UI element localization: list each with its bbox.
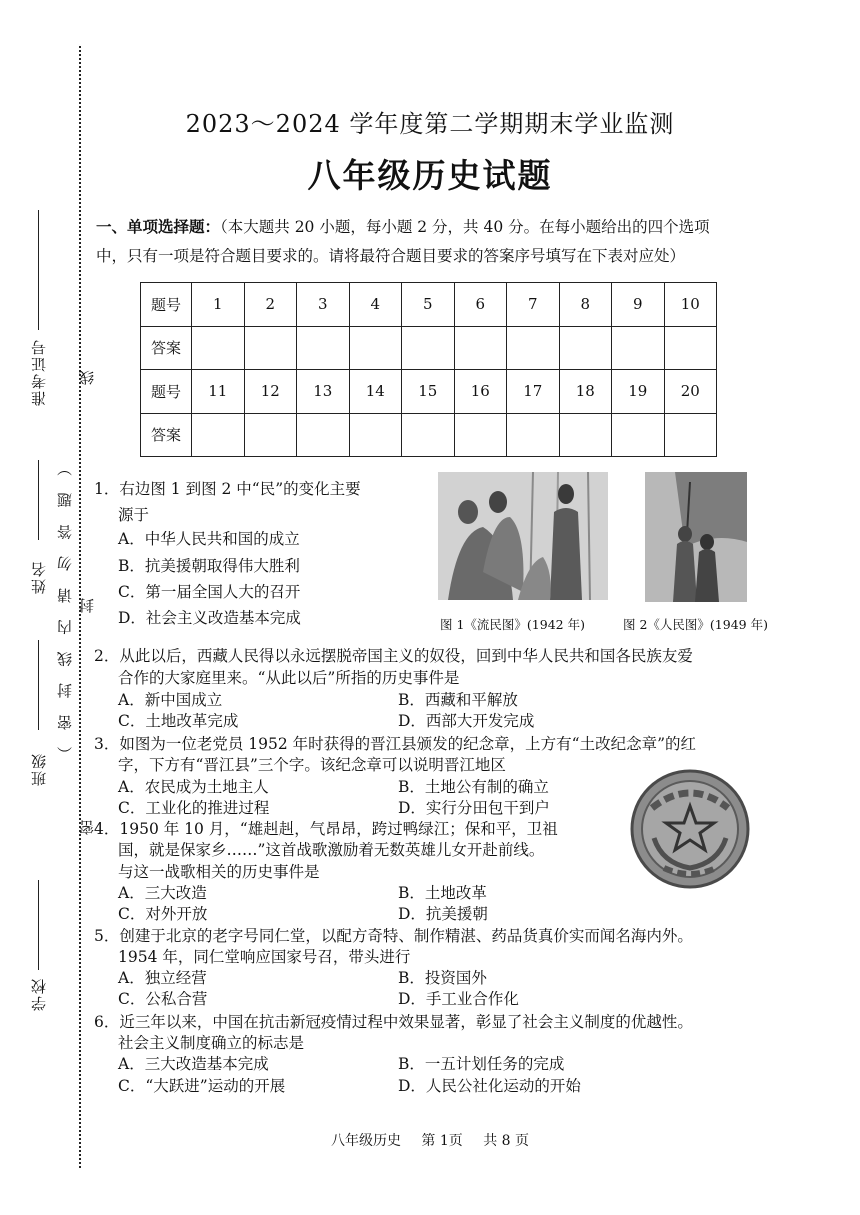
q1-stem-line1: 1．右边图 1 到图 2 中“民”的变化主要 [94,480,361,498]
question-number-cell: 8 [559,283,612,327]
q6-option-a: A．三大改造基本完成 [118,1055,269,1073]
section-instructions-text: （本大题共 20 小题，每小题 2 分，共 40 分。在每小题给出的四个选项 [220,218,710,236]
q1-option-c: C．第一届全国人大的召开 [118,583,301,601]
figure1-refugees-image [438,472,608,600]
table-row [141,413,717,457]
q6-option-c: C．“大跃进”运动的开展 [118,1077,286,1095]
q5-option-b: B．投资国外 [398,969,487,987]
q3-option-c: C．工业化的推进过程 [118,799,270,817]
answer-cell[interactable] [244,413,297,457]
q1-option-b: B．抗美援朝取得伟大胜利 [118,557,300,575]
answer-cell[interactable] [507,413,560,457]
exam-title: 2023～2024 学年度第二学期期末学业监测 [185,110,675,138]
q4-option-d: D．抗美援朝 [398,905,488,923]
q3-stem-line2: 字，下方有“晋江县”三个字。该纪念章可以说明晋江地区 [118,756,506,774]
answer-cell[interactable] [349,413,402,457]
q2-option-d: D．西部大开发完成 [398,712,535,730]
table-header-cell: 答案 [141,413,192,457]
seal-hint: （ 密 封 线 内 请 勿 答 题 ） [56,455,74,762]
name-label: 姓名 [30,560,48,594]
class-label: 班级 [30,752,48,786]
q5-option-c: C．公私合营 [118,990,208,1008]
question-number-cell: 4 [349,283,402,327]
q2-option-c: C．土地改革完成 [118,712,239,730]
question-number-cell: 13 [297,370,350,414]
section-instructions-line1 [96,216,710,238]
answer-cell[interactable] [612,326,665,370]
table-row [141,370,717,414]
question-number-cell: 7 [507,283,560,327]
answer-cell[interactable] [454,326,507,370]
exam-id-label: 准考证号 [30,338,48,406]
question-number-cell: 12 [244,370,297,414]
answer-cell[interactable] [612,413,665,457]
question-number-cell: 15 [402,370,455,414]
section-heading: 一、单项选择题： [96,217,221,236]
answer-cell[interactable] [192,326,245,370]
q2-stem-line2: 合作的大家庭里来。“从此以后”所指的历史事件是 [118,669,460,687]
answer-cell[interactable] [297,413,350,457]
page-footer [0,1130,860,1150]
section-instructions-line2: 中，只有一项是符合题目要求的。请将最符合题目要求的答案序号填写在下表对应处） [96,247,686,265]
question-number-cell: 2 [244,283,297,327]
question-number-cell: 1 [192,283,245,327]
footer-subject: 八年级历史 [330,1133,401,1149]
land-reform-medal-image [622,768,758,890]
q5-option-d: D．手工业合作化 [398,990,519,1008]
q4-stem-line2: 国，就是保家乡……”这首战歌激励着无数英雄儿女开赴前线。 [118,841,545,859]
seal-xian: 线 [78,370,96,385]
question-number-cell: 14 [349,370,402,414]
answer-cell[interactable] [664,326,717,370]
question-number-cell: 16 [454,370,507,414]
q6-stem-line1: 6．近三年以来，中国在抗击新冠疫情过程中效果显著，彰显了社会主义制度的优越性。 [94,1013,693,1031]
answer-cell[interactable] [192,413,245,457]
q1-stem-line2: 源于 [118,506,150,524]
q6-option-d: D．人民公社化运动的开始 [398,1077,581,1095]
school-label: 学校 [30,977,48,1011]
q3-option-b: B．土地公有制的确立 [398,778,549,796]
seal-feng: 封 [78,598,96,613]
q1-option-a: A．中华人民共和国的成立 [118,530,300,548]
answer-cell[interactable] [402,326,455,370]
q5-stem-line2: 1954 年，同仁堂响应国家号召，带头进行 [118,948,411,966]
question-number-cell: 17 [507,370,560,414]
answer-cell[interactable] [402,413,455,457]
q3-option-d: D．实行分田包干到户 [398,799,550,817]
q5-stem-line1: 5．创建于北京的老字号同仁堂，以配方奇特、制作精湛、药品货真价实而闻名海内外。 [94,927,693,945]
question-number-cell: 5 [402,283,455,327]
footer-total-pages: 共 8 页 [483,1133,530,1149]
question-number-cell: 11 [192,370,245,414]
question-number-cell: 10 [664,283,717,327]
answer-cell[interactable] [559,413,612,457]
question-number-cell: 20 [664,370,717,414]
school-underline [38,880,39,970]
answer-cell[interactable] [664,413,717,457]
q5-option-a: A．独立经营 [118,969,207,987]
q3-option-a: A．农民成为土地主人 [118,778,269,796]
answer-cell[interactable] [454,413,507,457]
answer-cell[interactable] [349,326,402,370]
table-header-cell: 题号 [141,283,192,327]
q2-option-a: A．新中国成立 [118,691,223,709]
seal-mi: 密 [78,820,96,835]
table-header-cell: 题号 [141,370,192,414]
q6-option-b: B．一五计划任务的完成 [398,1055,565,1073]
question-number-cell: 19 [612,370,665,414]
table-header-cell: 答案 [141,326,192,370]
figure2-people-image [645,472,747,602]
answer-cell[interactable] [297,326,350,370]
exam-subtitle: 八年级历史试题 [307,156,553,195]
q3-stem-line1: 3．如图为一位老党员 1952 年时获得的晋江县颁发的纪念章，上方有“土改纪念章”的红 [94,735,697,753]
footer-page-number: 第 1页 [421,1133,463,1149]
question-number-cell: 3 [297,283,350,327]
question-number-cell: 18 [559,370,612,414]
question-number-cell: 9 [612,283,665,327]
answer-cell[interactable] [559,326,612,370]
q1-option-d: D．社会主义改造基本完成 [118,609,301,627]
name-underline [38,460,39,540]
answer-cell[interactable] [507,326,560,370]
table-row [141,283,717,327]
answer-table [140,282,717,457]
exam-id-underline [38,210,39,330]
table-row [141,326,717,370]
question-number-cell: 6 [454,283,507,327]
class-underline [38,640,39,730]
q4-option-c: C．对外开放 [118,905,208,923]
q6-stem-line2: 社会主义制度确立的标志是 [118,1034,305,1052]
q4-option-a: A．三大改造 [118,884,207,902]
q2-option-b: B．西藏和平解放 [398,691,518,709]
q4-option-b: B．土地改革 [398,884,487,902]
figure1-caption: 图 1《流民图》(1942 年) [440,617,585,632]
q4-stem-line3: 与这一战歌相关的历史事件是 [118,863,320,881]
q4-stem-line1: 4．1950 年 10 月，“雄赳赳，气昂昂，跨过鸭绿江；保和平，卫祖 [94,820,558,838]
figure2-caption: 图 2《人民图》(1949 年) [623,617,768,632]
q2-stem-line1: 2．从此以后，西藏人民得以永远摆脱帝国主义的奴役，回到中华人民共和国各民族友爱 [94,647,693,665]
answer-cell[interactable] [244,326,297,370]
